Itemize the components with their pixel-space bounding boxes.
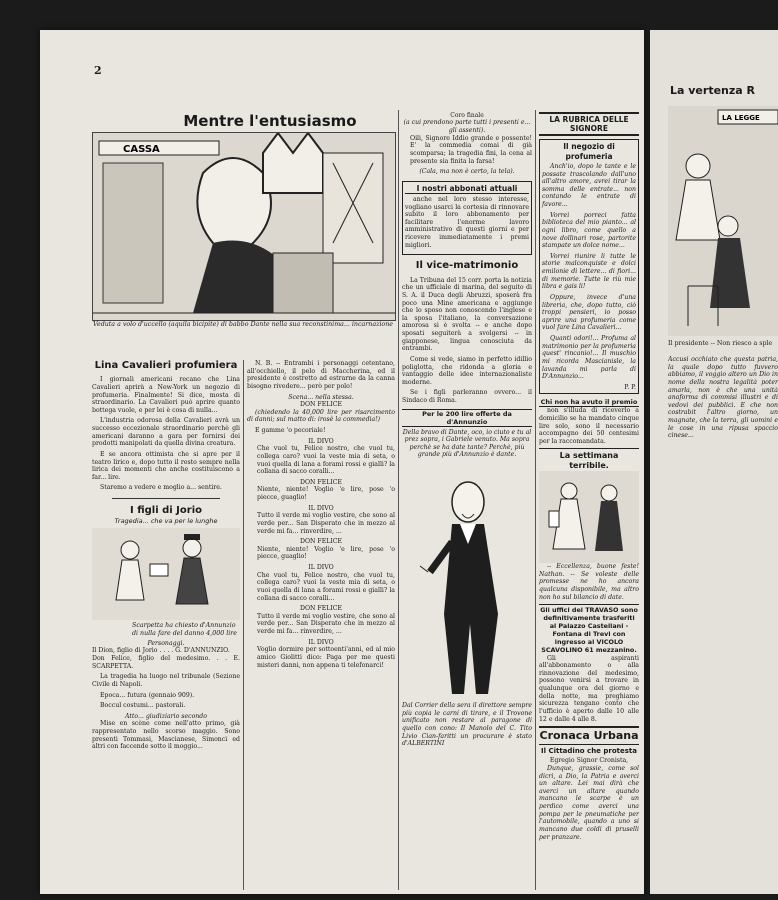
abbonati-body: anche nel loro stesso interesse, vogliano usarci la cortesia di rinnovare subito il loro abbonamento per facilitare l'enorme lavoro amministrativo di questi giorni e per ricevere immediatamente i premi migliori. (405, 195, 529, 249)
dialogue-nb: N. B. -- Entrambi i personaggi cetentano, all'occhiello, il pelo di Maccherina, ed il presidente è costretto ad estrarne da la canna bisogno rivedere... però per polo! (247, 360, 395, 390)
figli-line-1: La tragedia ha luogo nel tribunale (Sezione Civile di Napoli. (92, 673, 240, 688)
figli-cartoon (92, 528, 240, 620)
dialogue-verse-1: Che vuol tu, Felice nostro, che vuol tu, collega caro? vuoi la veste mia di seta, o vuoi quella di lana a forami rossi e gialli? la collana di sacco coralli... (257, 445, 395, 476)
settimana-title: La settimana terribile. (539, 448, 639, 471)
poem-signature: P. P. (624, 383, 636, 391)
trasvaso-body: Gli aspiranti all'abbonamento o alla rinnovazione del medesimo, possono venirsi a trovare in qualunque ora del giorno e della notte, ma preghiamo sicurezza tengano conto che l'ufficio è aperto dalle 10 alle 12 e dalle 4 alle 8. (539, 654, 639, 723)
column-1 (92, 360, 240, 890)
page-headline: Mentre l'entusiasmo (183, 112, 357, 130)
speaker-il-divo-4: IL DIVO (308, 638, 334, 646)
column-3 (402, 112, 532, 890)
personaggi-label: Personaggi. (147, 639, 185, 647)
lina-closing: Staremo a vedere e moglio a... sentire. (100, 484, 222, 492)
speaker-don-felice-3: DON FELICE (299, 538, 343, 546)
figli-atto: Atto... giudiziario secondo (125, 712, 207, 720)
personaggi-2: Don Felice, figlio del medesimo. . . E. SCARPETTA. (92, 655, 240, 670)
newspaper-page-right (650, 30, 778, 894)
chi-title: Chi non ha avuto il premio (540, 398, 638, 407)
speaker-il-divo-3: IL DIVO (308, 564, 334, 571)
dialogue-verse-3: Tutto il verde mi voglio vestire, che sono al verde per... San Disperato che in mezzo al verde mi fa... rinverdire, ... (257, 512, 395, 535)
right-body: Accusi occhiato che questa patria, la quale dopo tutto fuvvero abbiamo, il voggio altero un Dio in nome della nostra legalità poter amarla, non è che una unità anaforma di commisi illustri e di vedovi dei pubblici. E che non costrabit l'altro giorno, un magnate, che la terra, gli uomini e le cose in una ripusa spaccio cinese... (668, 356, 778, 440)
figli-line-2: Epoca... futura (gennaio 909). (100, 691, 195, 699)
cronaca-title: Cronaca Urbana (539, 726, 639, 745)
speaker-il-divo-2: IL DIVO (308, 504, 334, 512)
settimana-caption: -- Eccellenza, buone feste! Nathan. -- Se voleste delle promesse ne ho ancora qualcuna disponibile, ma altro non ho sul bilancio di date. (539, 563, 639, 601)
speaker-il-divo-1: IL DIVO (308, 437, 334, 445)
dialogue-verse-3b: Tutto il verde mi voglio vestire, che sono al verde per... San Disperato che in mezzo al verde mi fa... rinverdire, ... (257, 612, 395, 635)
cartoon-caption: Veduta a volo d'uccello (aquila bicipite) di babbo Dante nella sua reconstinima... incarnazione (93, 321, 393, 328)
lina-body-2: L'industria odorosa della Cavalieri avrà un successo eccezionale straordinario perchè gli americani daranno a gara per fornirsi dei prodotti manipolati da quella divina creatura. (92, 417, 240, 448)
figli-body: Mise en scène come nell'atto primo, già rappresentato nello scorso maggio. Sono presenti Tommasi, Mascianese, Simonci ed altri con faccende sotto il moggio... (92, 720, 240, 751)
dialogue-d1: (chiedendo la 40,000 lire per risarcimento di danni; sul matto di: irosè la commedia!) (247, 408, 395, 424)
figli-caption: Scarpetta ha chiesto d'Annunzio di nulla fare del danno 4,000 lire (132, 622, 238, 637)
right-cartoon (668, 106, 778, 336)
dannunzio-sub: Della bravo di Dante, oco, io ciuto e tu al prez sopra, i Gabriele venuto. Ma sopra perchè se ha date tante? Perchè, più grande più d'Annunzio è dante. (402, 428, 532, 459)
poem-4: Oppure, invece d'una libreria, che, dopo tutto, ciò troppi pensieri, io posso aprire una profumeria come vuol fare Lina Cavalieri... (542, 293, 636, 332)
right-caption: Il presidente -- Non riesco a sple (668, 340, 773, 347)
trasvaso-title: Gli uffici del TRAVASO sono definitivamente trasferiti al Palazzo Castellani - Fontana di Trevi con ingresso al VICOLO SCAVOLINO 61 mezzanino. (540, 606, 638, 654)
newspaper-page-left (40, 30, 644, 894)
coro-text: Oili, Signore Iddio grande e possente! E' la commedia comai di già scomparsa; la tragedia fini, la cena al presente sia finita la farsa! (410, 134, 532, 165)
dialogue-verse-2: Niente, niente! Voglio 'e lire, pose 'o piecce, guaglio! (257, 486, 395, 501)
portrait-caption: Dal Corrier della sera il direttore sempre più copia le carni di tirare, e il Trovone unificato non restare al paragone di quello con cono: Il Manolo del C. Tito Livio Cian-faritti un procurare è stato d'ALBERTINI (402, 702, 532, 748)
cittadino-title: Il Cittadino che protesta (541, 746, 637, 755)
poem-2: Vorrei porreci fatta biblioteca del mio pianto... al ogni libro, come quello a nove dollinari rose, partorite stampate un dolce nome... (542, 211, 636, 250)
vice-body-3: Se i figli parleranno ovvero... il Sindaco di Roma. (402, 389, 532, 405)
speaker-don-felice-1: DON FELICE (299, 401, 343, 409)
right-cartoon-sign: LA LEGGE (722, 114, 760, 122)
dialogue-verse-2b: Niente, niente! Voglio 'e lire, pose 'o piecce, guaglio! (257, 545, 395, 561)
speaker-don-felice-2: DON FELICE (299, 478, 343, 486)
lina-title: Lina Cavalieri profumiera (94, 360, 238, 371)
dialogue-scena: Scena... nella stessa. (288, 393, 354, 401)
abbonati-title: I nostri abbonati attuali (405, 184, 529, 194)
poem-5: Quanti odori!... Profuma al matrimonio per la profumeria quest' rincanio!... Il muschio mi ricorda Mascianisle, la lavanda mi parla di D'Annunzio... (542, 335, 636, 381)
rubrica-header: LA RUBRICA DELLE SIGNORE (539, 112, 639, 136)
poem-1: Anch'io, dopo le tante e le possate trascolando dall'uno all'altro amore, avrei tirar la somma delle entrate... non contando le entrate di favore... (542, 162, 636, 208)
dialogue-d2: E gamme 'o pecoriale! (255, 427, 326, 434)
cittadino-greeting: Egregio Signor Cronista, (549, 757, 629, 765)
lina-body-3: E se ancora ottimista che si apre per il teatro lirico e, dopo tutto il resto sempre nella lirica dei momenti che anche costituiscono a far... lire. (92, 450, 240, 481)
right-header: La vertenza R (670, 84, 755, 97)
poem-3: Vorrei riunire li tutte le storie malconquiste e dolci emilonie di lettere... di fiori... di memorie. Tutte le riù mie libra e gais li! (542, 252, 636, 291)
speaker-don-felice-4: DON FELICE (299, 605, 343, 613)
dialogue-verse-1b: Che vuol tu, Felice nostro, che vuol tu, collega caro? vuoi la veste mia di seta, o vuoi quella di lana a forami rossi e gialli? la collana di sacco coralli... (257, 571, 395, 602)
figli-title: I figli di Jorio (130, 505, 202, 517)
personaggi-1: Il Dion, figlio di Jorio . . . . G. D'ANNUNZIO. (92, 647, 230, 655)
coro-end: (Cala, ma non è certo, la tela). (419, 168, 515, 176)
settimana-cartoon (539, 471, 639, 563)
column-2 (247, 360, 395, 890)
coro-sub: (a cui prendono parte tutti i presenti e... gli assenti). (403, 119, 531, 134)
coro-title: Coro finale (450, 112, 484, 119)
cartoon-sign: CASSA (123, 144, 160, 155)
negozio-title: Il negozio di profumeria (563, 142, 615, 161)
dante-cartoon (92, 132, 396, 321)
dannunzio-portrait (402, 462, 532, 702)
dannunzio-title: Per le 200 lire offerte da d'Annunzio (402, 409, 532, 427)
dialogue-closing: Voglio dormire per sottoenti'anni, ed al mio amico Giolitti dico: Paga per me questi misteri danni, non appena ti telefonarci! (257, 646, 395, 669)
figli-subtitle: Tragedia... che va per le lunghe (114, 517, 218, 526)
page-number: 2 (94, 64, 102, 77)
lina-body-1: I giornali americani recano che Lina Cavalieri aprirà a New-York un negozio di profumeria. Finalmente! Si dice, mosta di straordinario. La Cavalieri può aprire quanto bottega vuole, e per lei è cosa di nulla... (92, 376, 240, 414)
vice-title: Il vice-matrimonio (415, 260, 519, 272)
column-4 (539, 112, 639, 890)
figli-line-3: Boccul costumi... pastorali. (100, 702, 186, 710)
cittadino-body: Dunque, grassie, come sol dicri, a Dio, la Patria e averci un altare. Lei mai dirà che averci un altare quando mancano le scarpe è un perdico come averci una pompa per le pneumatiche per l'automobile, quando a uno si mancano due coldi di pruselli per pranzare. (539, 764, 639, 841)
chi-body: non s'illuda di riceverlo a domicilio se ha mandato cinque lire solo, sono il necessario accompagno dei 50 centesimi per la raccomandata. (539, 407, 639, 445)
vice-body-1: La Tribuna del 15 corr. porta la notizia che un ufficiale di marina, del seguito di S. A. il Duca degli Abruzzi, sposerà fra poco una Mine americana e aggiunge che lo sposo non conoscendo l'inglese e la sposa l'italiano, la conversazione amorosa si è svolta -- e anche dopo sposati seguiterà a svolgersi -- in giapponese, lingua conosciuta da entrambi. (402, 276, 532, 353)
vice-body-2: Come si vede, siamo in perfetto idillio poliglotta, che ridonda a gloria e vantaggio delle idee internazionaliste moderne. (402, 355, 532, 386)
